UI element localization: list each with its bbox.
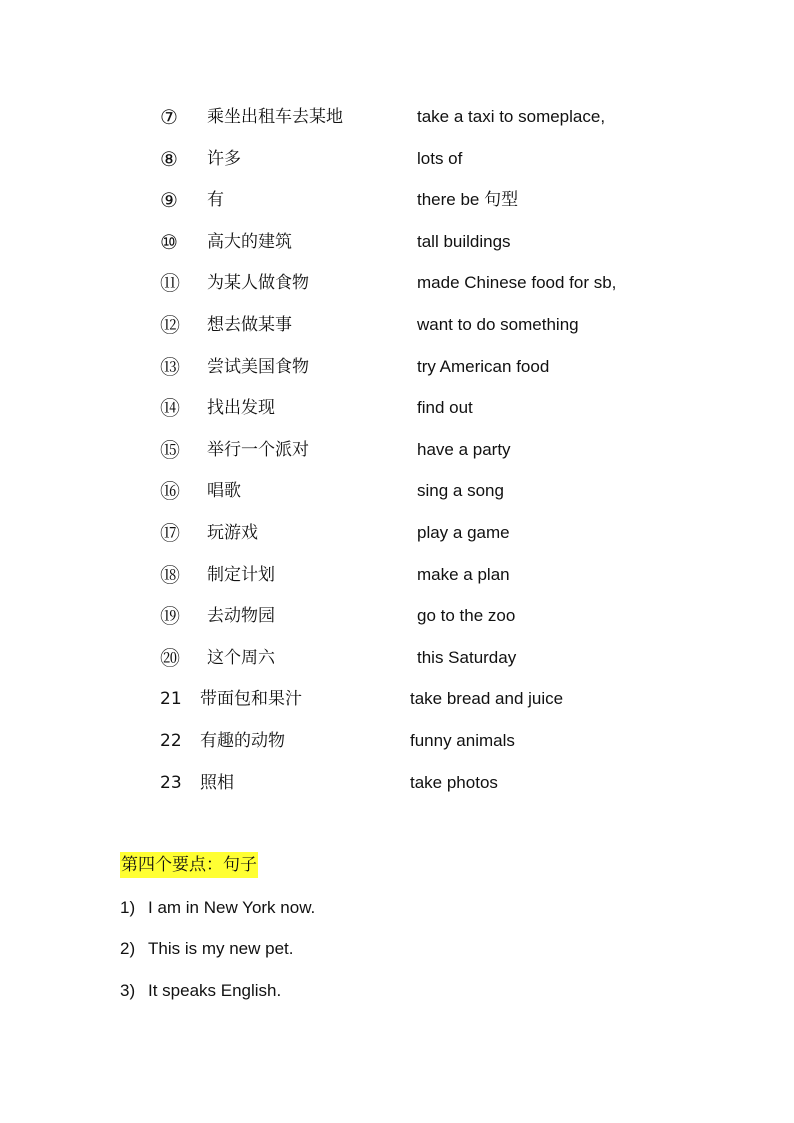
- phrase-number: ⑫: [160, 313, 180, 337]
- phrase-english: play a game: [417, 523, 510, 542]
- phrase-english: funny animals: [410, 731, 515, 750]
- phrase-row: [0, 519, 794, 547]
- phrase-number: ⑦: [160, 105, 178, 129]
- phrase-chinese: 找出发现: [207, 398, 275, 419]
- phrase-english: there be 句型: [417, 190, 519, 210]
- phrase-chinese: 想去做某事: [207, 315, 292, 335]
- phrase-chinese: 唱歌: [207, 481, 241, 502]
- sentence-number: 2): [120, 939, 136, 958]
- phrase-chinese: 照相: [200, 772, 234, 793]
- sentence-number: 1): [120, 898, 136, 917]
- phrase-english: take a taxi to someplace,: [417, 107, 606, 126]
- phrase-number: ⑩: [160, 229, 178, 254]
- sentence-item: [120, 936, 294, 962]
- phrase-chinese: 这个周六: [207, 647, 275, 668]
- phrase-chinese: 乘坐出租车去某地: [207, 107, 343, 127]
- phrase-row: [0, 644, 794, 672]
- sentence-text: It speaks English.: [148, 981, 282, 1000]
- phrase-number: 23: [160, 772, 182, 793]
- phrase-number: ⑪: [160, 271, 180, 296]
- phrase-chinese: 尝试美国食物: [207, 356, 309, 377]
- phrase-english: take bread and juice: [410, 689, 564, 709]
- phrase-number: ⑧: [160, 146, 178, 171]
- phrase-chinese: 为某人做食物: [207, 273, 309, 294]
- phrase-chinese: 有趣的动物: [200, 731, 285, 751]
- sentence-text: I am in New York now.: [148, 898, 316, 917]
- phrase-number: ⑨: [160, 188, 178, 213]
- phrase-row: [0, 311, 794, 339]
- phrase-number: 21: [160, 689, 182, 710]
- phrase-english: take photos: [410, 772, 498, 792]
- phrase-number: ⑰: [160, 521, 180, 545]
- sentence-text: This is my new pet.: [148, 939, 294, 958]
- phrase-number: ⑳: [160, 645, 180, 670]
- phrase-row: [0, 727, 794, 755]
- phrase-row: [0, 394, 794, 422]
- phrase-row: [0, 561, 794, 589]
- phrase-english: want to do something: [417, 315, 579, 334]
- phrase-row: [0, 353, 794, 381]
- sentence-item: [120, 978, 281, 1004]
- phrase-chinese: 制定计划: [207, 564, 275, 585]
- phrase-number: 22: [160, 731, 182, 751]
- phrase-row: [0, 228, 794, 256]
- phrase-english: made Chinese food for sb,: [417, 273, 617, 293]
- sentence-item: [120, 895, 315, 921]
- phrase-row: [0, 477, 794, 505]
- phrase-number: ⑭: [160, 396, 180, 421]
- phrase-chinese: 有: [207, 190, 224, 211]
- phrase-number: ⑬: [160, 354, 180, 379]
- phrase-row: [0, 186, 794, 214]
- phrase-english: make a plan: [417, 564, 510, 584]
- phrase-chinese: 高大的建筑: [207, 231, 292, 252]
- phrase-chinese: 玩游戏: [207, 523, 258, 543]
- phrase-number: ⑲: [160, 604, 180, 629]
- phrase-english: tall buildings: [417, 231, 511, 251]
- phrase-english: find out: [417, 398, 473, 418]
- section-heading: 第四个要点：句子: [120, 852, 258, 878]
- phrase-row: [0, 602, 794, 630]
- phrase-english: have a party: [417, 439, 511, 459]
- phrase-row: [0, 436, 794, 464]
- phrase-number: ⑮: [160, 437, 180, 462]
- phrase-row: [0, 145, 794, 173]
- phrase-row: [0, 685, 794, 713]
- phrase-row: [0, 769, 794, 797]
- phrase-number: ⑱: [160, 562, 180, 587]
- phrase-english: this Saturday: [417, 647, 517, 667]
- phrase-number: ⑯: [160, 479, 180, 504]
- phrase-english: lots of: [417, 148, 463, 168]
- phrase-chinese: 带面包和果汁: [200, 689, 302, 710]
- phrase-english: try American food: [417, 356, 550, 376]
- phrase-english: sing a song: [417, 481, 504, 501]
- phrase-chinese: 去动物园: [207, 606, 275, 627]
- phrase-english: go to the zoo: [417, 606, 516, 626]
- phrase-row: [0, 103, 794, 131]
- phrase-row: [0, 269, 794, 297]
- phrase-chinese: 举行一个派对: [207, 439, 309, 460]
- phrase-chinese: 许多: [207, 148, 241, 169]
- sentence-number: 3): [120, 981, 136, 1000]
